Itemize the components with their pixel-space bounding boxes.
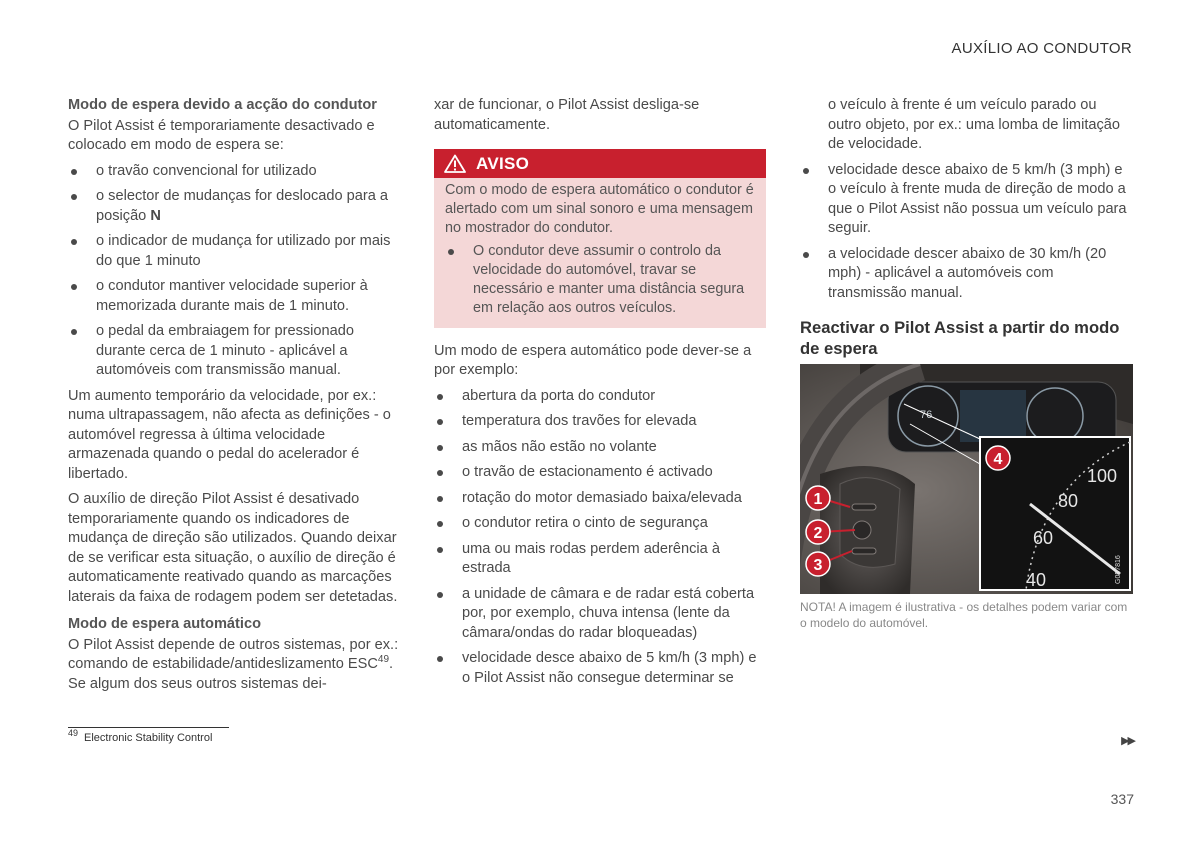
list-item: rotação do motor demasiado baixa/elevada <box>434 489 766 509</box>
list-item-text: o selector de mudanças for deslocado para a posição <box>96 188 389 224</box>
paragraph: Um aumento temporário da velocidade, por ex.: numa ultrapassagem, não afecta as definições - o automóvel regressa à última velocidade armazenada quando o pedal do acelerador é libertado. <box>68 387 391 482</box>
list-item: o pedal da embraiagem for pressionado durante cerca de 1 minuto - aplicável a automóveis com transmissão manual. <box>68 322 402 381</box>
footnote-number: 49 <box>68 728 79 739</box>
gauge-label-80: 80 <box>1058 491 1079 511</box>
bullet-list <box>800 161 1133 304</box>
list-item: o condutor mantiver velocidade superior à memorizada durante mais de 1 minuto. <box>68 277 402 316</box>
list-item: as mãos não estão no volante <box>434 438 766 458</box>
gauge-label-40: 40 <box>1026 570 1047 590</box>
gauge-label-60: 60 <box>1033 528 1054 548</box>
paragraph: o veículo à frente é um veículo parado ou outro objeto, por ex.: uma lomba de limitação de velocidade. <box>828 97 1121 152</box>
image-code: G057816 <box>1115 555 1122 584</box>
warning-bullet-list <box>445 242 756 317</box>
callout-label-4: 4 <box>993 451 1003 468</box>
list-item: velocidade desce abaixo de 5 km/h (3 mph) e o veículo à frente muda de direção de modo a que o Pilot Assist não possua um veículo para seguir. <box>800 161 1133 239</box>
paragraph-text: . Se algum dos seus outros sistemas dei- <box>68 656 394 692</box>
column-2 <box>434 96 766 694</box>
illustration-svg <box>800 364 1133 594</box>
warning-box <box>434 149 766 328</box>
gauge-label-100: 100 <box>1087 466 1118 486</box>
gear-letter: N <box>150 207 161 224</box>
warning-body <box>434 178 766 328</box>
bullet-list <box>68 162 402 381</box>
list-item: uma ou mais rodas perdem aderência à estrada <box>434 540 766 579</box>
bullet-list <box>434 387 766 689</box>
list-item: a unidade de câmara e de radar está coberta por, por exemplo, chuva intensa (lente da câmara/ondas do radar bloqueadas) <box>434 585 766 644</box>
paragraph: Um modo de espera automático pode dever-se a por exemplo: <box>434 342 752 379</box>
heading-reactivate: Reactivar o Pilot Assist a partir do modo de espera <box>800 318 1120 358</box>
warning-text: Com o modo de espera automático o condutor é alertado com um sinal sonoro e uma mensagem no mostrador do condutor. <box>445 182 754 236</box>
footnote <box>68 728 213 744</box>
list-item: o indicador de mudança for utilizado por mais do que 1 minuto <box>68 232 402 271</box>
page-header: AUXÍLIO AO CONDUTOR <box>951 40 1132 57</box>
paragraph: xar de funcionar, o Pilot Assist desliga-se automaticamente. <box>434 97 700 133</box>
warning-title: AVISO <box>476 153 530 173</box>
list-item <box>68 187 402 226</box>
warning-triangle-icon <box>444 154 466 173</box>
steering-wheel-illustration <box>800 364 1133 594</box>
heading-automatic-standby: Modo de espera automático <box>68 616 261 632</box>
callout-label-3: 3 <box>813 557 823 574</box>
list-item: o condutor retira o cinto de segurança <box>434 514 766 534</box>
paragraph-text: O Pilot Assist depende de outros sistemas, por ex.: comando de estabilidade/antideslizamento ESC <box>68 636 399 672</box>
list-item: abertura da porta do condutor <box>434 387 766 407</box>
warning-header <box>434 149 766 178</box>
page-number: 337 <box>1110 791 1134 807</box>
cluster-speed: 76 <box>920 409 933 421</box>
list-item: temperatura dos travões for elevada <box>434 412 766 432</box>
paragraph <box>68 636 402 695</box>
image-caption: NOTA! A imagem é ilustrativa - os detalhes podem variar com o modelo do automóvel. <box>800 600 1128 630</box>
column-3 <box>800 96 1133 631</box>
list-item: velocidade desce abaixo de 5 km/h (3 mph) e o Pilot Assist não consegue determinar se <box>434 649 766 688</box>
list-item: a velocidade descer abaixo de 30 km/h (20 mph) - aplicável a automóveis com transmissão manual. <box>800 245 1133 304</box>
column-1 <box>68 96 402 700</box>
heading-standby-driver-action: Modo de espera devido a acção do condutor <box>68 97 377 113</box>
next-page-arrows[interactable]: ▶▶ <box>1121 735 1134 747</box>
paragraph: O Pilot Assist é temporariamente desactivado e colocado em modo de espera se: <box>68 117 375 153</box>
list-item: O condutor deve assumir o controlo da velocidade do automóvel, travar se necessário e manter uma distância segura em relação aos outros veículos. <box>445 242 756 317</box>
footnote-ref[interactable]: 49 <box>377 654 390 666</box>
list-item: o travão de estacionamento é activado <box>434 463 766 483</box>
list-item: o travão convencional for utilizado <box>68 162 402 182</box>
paragraph: O auxílio de direção Pilot Assist é desativado temporariamente quando os indicadores de mudança de direção são utilizados. Quando deixar de se verificar esta situação, o auxílio de direção é automaticamente reativado quando as marcações laterais da faixa de rodagem podem ser detetadas. <box>68 491 398 605</box>
callout-label-2: 2 <box>813 525 823 542</box>
footnote-text: Electronic Stability Control <box>84 732 213 744</box>
footnote-divider <box>68 727 229 728</box>
callout-label-1: 1 <box>813 491 823 508</box>
